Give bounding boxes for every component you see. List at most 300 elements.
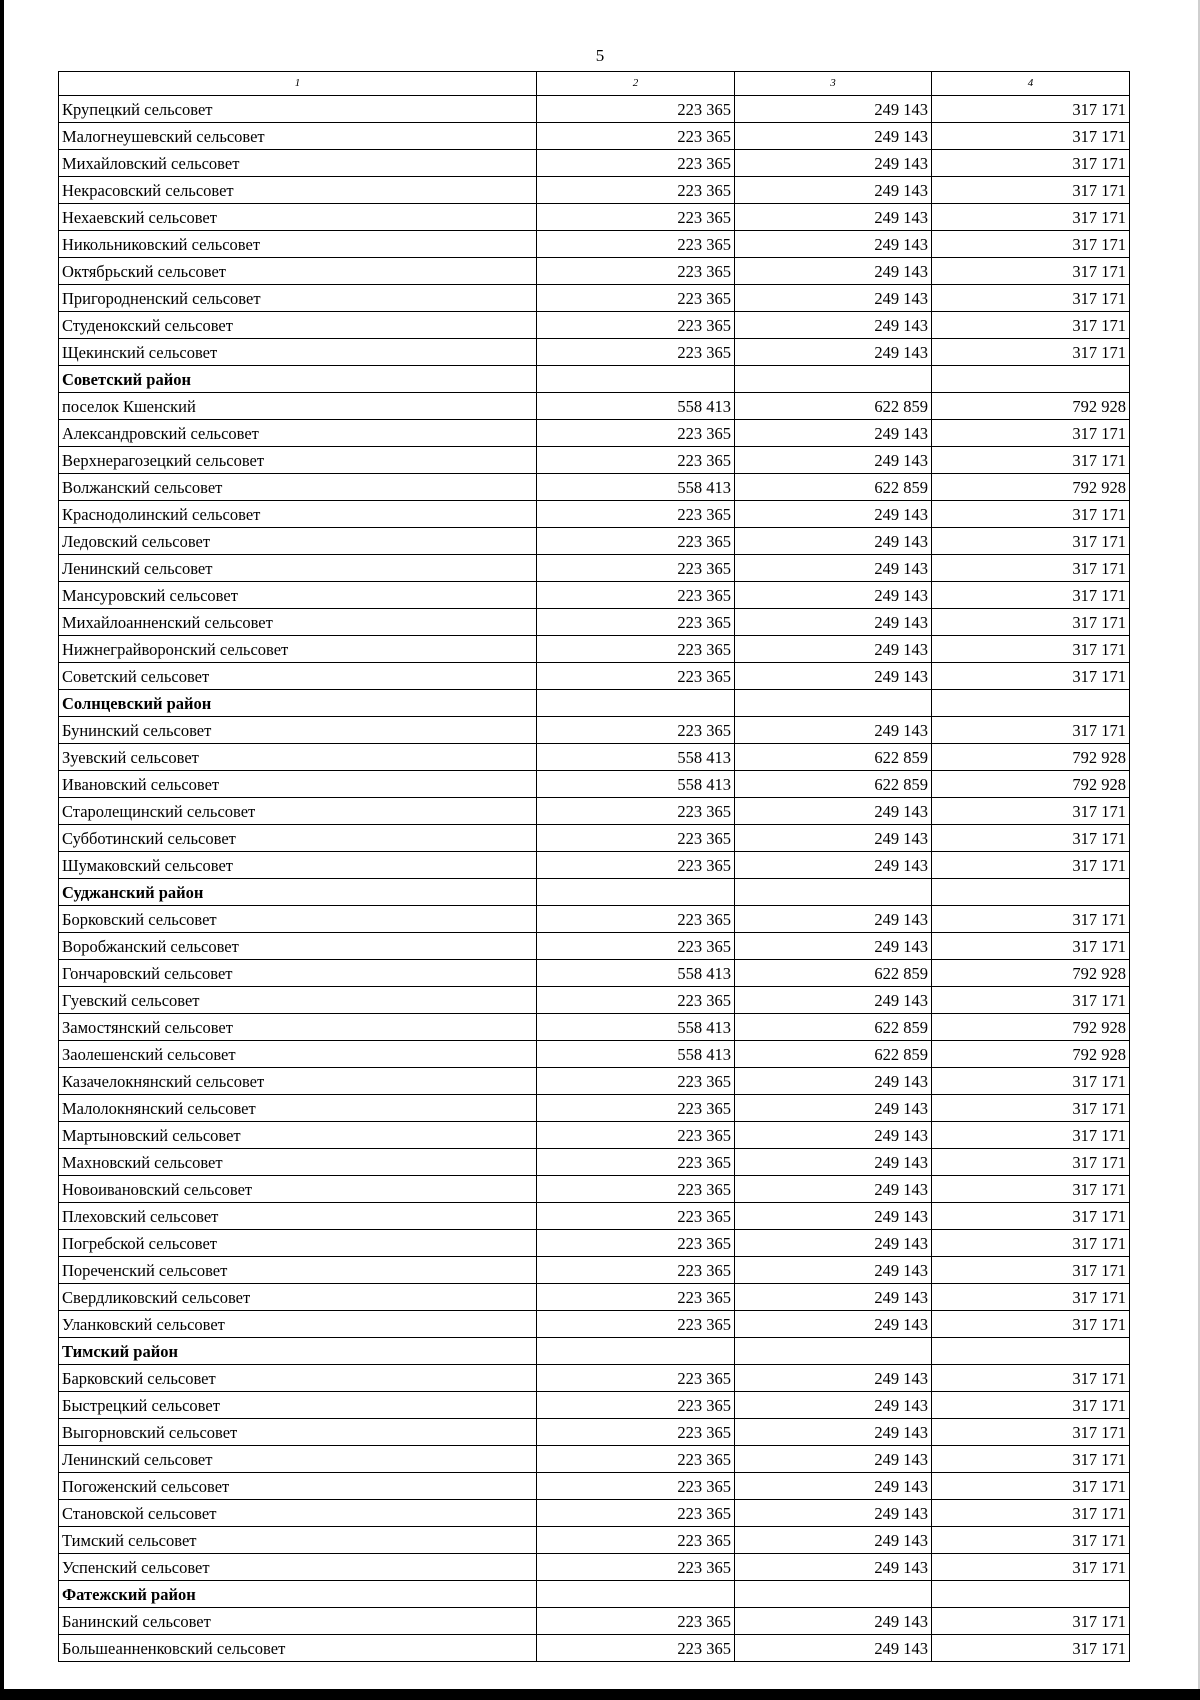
value-cell-col3: 249 143 (735, 1446, 932, 1473)
table-row (59, 96, 1130, 123)
value-cell-col3 (735, 366, 932, 393)
value-cell-col3: 249 143 (735, 1257, 932, 1284)
value-cell-col4: 317 171 (932, 1635, 1130, 1662)
value-cell-col2: 223 365 (537, 582, 735, 609)
value-cell-col4: 317 171 (932, 1203, 1130, 1230)
municipality-name-cell: Замостянский сельсовет (59, 1014, 537, 1041)
table-row (59, 582, 1130, 609)
table-row (59, 1284, 1130, 1311)
value-cell-col2: 223 365 (537, 1554, 735, 1581)
municipality-name-cell: Никольниковский сельсовет (59, 231, 537, 258)
value-cell-col2: 223 365 (537, 906, 735, 933)
value-cell-col3: 249 143 (735, 312, 932, 339)
table-row (59, 285, 1130, 312)
value-cell-col3: 249 143 (735, 150, 932, 177)
value-cell-col2: 223 365 (537, 1176, 735, 1203)
value-cell-col3: 249 143 (735, 582, 932, 609)
value-cell-col2: 223 365 (537, 1446, 735, 1473)
value-cell-col4: 317 171 (932, 582, 1130, 609)
municipality-name-cell: Мартыновский сельсовет (59, 1122, 537, 1149)
municipality-name-cell: Заолешенский сельсовет (59, 1041, 537, 1068)
value-cell-col2: 223 365 (537, 204, 735, 231)
value-cell-col4: 792 928 (932, 960, 1130, 987)
value-cell-col3: 249 143 (735, 852, 932, 879)
municipality-name-cell: Малолокнянский сельсовет (59, 1095, 537, 1122)
value-cell-col2: 558 413 (537, 1041, 735, 1068)
table-row (59, 852, 1130, 879)
value-cell-col3: 249 143 (735, 1203, 932, 1230)
table-row (59, 798, 1130, 825)
value-cell-col3: 249 143 (735, 528, 932, 555)
value-cell-col4: 317 171 (932, 123, 1130, 150)
value-cell-col4: 792 928 (932, 771, 1130, 798)
municipality-name-cell: поселок Кшенский (59, 393, 537, 420)
value-cell-col3: 249 143 (735, 1473, 932, 1500)
value-cell-col3: 249 143 (735, 1284, 932, 1311)
municipality-name-cell: Мансуровский сельсовет (59, 582, 537, 609)
municipality-name-cell: Становской сельсовет (59, 1500, 537, 1527)
value-cell-col4: 317 171 (932, 1095, 1130, 1122)
table-row (59, 555, 1130, 582)
value-cell-col3: 622 859 (735, 744, 932, 771)
municipality-name-cell: Михайлоанненский сельсовет (59, 609, 537, 636)
value-cell-col4 (932, 1338, 1130, 1365)
table-row (59, 1257, 1130, 1284)
municipality-name-cell: Уланковский сельсовет (59, 1311, 537, 1338)
value-cell-col4: 317 171 (932, 987, 1130, 1014)
value-cell-col2 (537, 366, 735, 393)
value-cell-col2: 223 365 (537, 96, 735, 123)
value-cell-col3: 249 143 (735, 663, 932, 690)
municipality-name-cell: Шумаковский сельсовет (59, 852, 537, 879)
municipality-name-cell: Верхнерагозецкий сельсовет (59, 447, 537, 474)
municipality-name-cell: Краснодолинский сельсовет (59, 501, 537, 528)
column-number-3: 3 (735, 72, 932, 96)
table-row (59, 393, 1130, 420)
table-row (59, 1311, 1130, 1338)
table-row (59, 177, 1130, 204)
value-cell-col3: 249 143 (735, 1149, 932, 1176)
value-cell-col4: 317 171 (932, 447, 1130, 474)
table-row (59, 1554, 1130, 1581)
table-row (59, 1122, 1130, 1149)
municipality-name-cell: Плеховский сельсовет (59, 1203, 537, 1230)
district-header-row (59, 879, 1130, 906)
value-cell-col2: 223 365 (537, 1527, 735, 1554)
municipality-name-cell: Ивановский сельсовет (59, 771, 537, 798)
value-cell-col2: 223 365 (537, 528, 735, 555)
value-cell-col2: 223 365 (537, 798, 735, 825)
municipality-name-cell: Советский район (59, 366, 537, 393)
value-cell-col4: 317 171 (932, 150, 1130, 177)
table-row (59, 1419, 1130, 1446)
value-cell-col4: 792 928 (932, 744, 1130, 771)
value-cell-col4: 317 171 (932, 933, 1130, 960)
value-cell-col4 (932, 366, 1130, 393)
value-cell-col3 (735, 690, 932, 717)
value-cell-col4 (932, 1581, 1130, 1608)
municipality-name-cell: Щекинский сельсовет (59, 339, 537, 366)
municipality-name-cell: Студенокский сельсовет (59, 312, 537, 339)
municipality-name-cell: Быстрецкий сельсовет (59, 1392, 537, 1419)
value-cell-col2: 223 365 (537, 177, 735, 204)
value-cell-col3: 249 143 (735, 555, 932, 582)
scan-edge-left (0, 0, 4, 1700)
value-cell-col3: 249 143 (735, 1230, 932, 1257)
table-row (59, 123, 1130, 150)
value-cell-col4: 317 171 (932, 312, 1130, 339)
value-cell-col4: 317 171 (932, 906, 1130, 933)
table-row (59, 339, 1130, 366)
table-row (59, 1608, 1130, 1635)
municipality-name-cell: Старолещинский сельсовет (59, 798, 537, 825)
value-cell-col2 (537, 1581, 735, 1608)
value-cell-col3: 249 143 (735, 1176, 932, 1203)
municipality-name-cell: Малогнеушевский сельсовет (59, 123, 537, 150)
value-cell-col2: 223 365 (537, 1122, 735, 1149)
municipality-name-cell: Пореченский сельсовет (59, 1257, 537, 1284)
value-cell-col3 (735, 879, 932, 906)
value-cell-col4: 317 171 (932, 852, 1130, 879)
municipality-name-cell: Суджанский район (59, 879, 537, 906)
column-number-row (59, 72, 1130, 96)
value-cell-col3: 249 143 (735, 1608, 932, 1635)
value-cell-col2: 223 365 (537, 1203, 735, 1230)
value-cell-col4: 317 171 (932, 825, 1130, 852)
value-cell-col2: 223 365 (537, 609, 735, 636)
column-number-4: 4 (932, 72, 1130, 96)
value-cell-col2: 558 413 (537, 393, 735, 420)
table-row (59, 1473, 1130, 1500)
value-cell-col3: 249 143 (735, 1392, 932, 1419)
district-header-row (59, 1581, 1130, 1608)
value-cell-col2: 223 365 (537, 1419, 735, 1446)
municipality-name-cell: Большеанненковский сельсовет (59, 1635, 537, 1662)
value-cell-col3: 249 143 (735, 1554, 932, 1581)
table-row (59, 204, 1130, 231)
municipality-name-cell: Пригородненский сельсовет (59, 285, 537, 312)
municipality-name-cell: Погребской сельсовет (59, 1230, 537, 1257)
column-number-1: 1 (59, 72, 537, 96)
value-cell-col3: 249 143 (735, 231, 932, 258)
value-cell-col2: 223 365 (537, 852, 735, 879)
municipality-name-cell: Фатежский район (59, 1581, 537, 1608)
municipality-name-cell: Тимский район (59, 1338, 537, 1365)
municipality-name-cell: Волжанский сельсовет (59, 474, 537, 501)
value-cell-col4: 317 171 (932, 96, 1130, 123)
value-cell-col2: 223 365 (537, 933, 735, 960)
municipality-name-cell: Ленинский сельсовет (59, 1446, 537, 1473)
value-cell-col4: 792 928 (932, 474, 1130, 501)
municipality-name-cell: Солнцевский район (59, 690, 537, 717)
municipality-name-cell: Казачелокнянский сельсовет (59, 1068, 537, 1095)
municipality-name-cell: Гончаровский сельсовет (59, 960, 537, 987)
value-cell-col3: 249 143 (735, 717, 932, 744)
value-cell-col2: 558 413 (537, 1014, 735, 1041)
municipality-name-cell: Гуевский сельсовет (59, 987, 537, 1014)
district-header-row (59, 1338, 1130, 1365)
value-cell-col2: 223 365 (537, 663, 735, 690)
value-cell-col4: 317 171 (932, 1284, 1130, 1311)
municipality-name-cell: Тимский сельсовет (59, 1527, 537, 1554)
value-cell-col4: 317 171 (932, 1419, 1130, 1446)
value-cell-col3: 622 859 (735, 474, 932, 501)
value-cell-col3: 622 859 (735, 393, 932, 420)
municipality-name-cell: Банинский сельсовет (59, 1608, 537, 1635)
value-cell-col4 (932, 690, 1130, 717)
table-row (59, 447, 1130, 474)
municipality-name-cell: Александровский сельсовет (59, 420, 537, 447)
table-row (59, 1068, 1130, 1095)
value-cell-col2: 558 413 (537, 474, 735, 501)
value-cell-col3 (735, 1581, 932, 1608)
value-cell-col3: 249 143 (735, 933, 932, 960)
value-cell-col2: 558 413 (537, 960, 735, 987)
value-cell-col2: 223 365 (537, 1500, 735, 1527)
table-row (59, 150, 1130, 177)
table-row (59, 312, 1130, 339)
value-cell-col4: 317 171 (932, 1149, 1130, 1176)
municipality-name-cell: Субботинский сельсовет (59, 825, 537, 852)
column-number-2: 2 (537, 72, 735, 96)
value-cell-col2: 223 365 (537, 312, 735, 339)
value-cell-col2 (537, 879, 735, 906)
value-cell-col2: 223 365 (537, 1284, 735, 1311)
value-cell-col4: 317 171 (932, 1365, 1130, 1392)
value-cell-col2: 223 365 (537, 447, 735, 474)
municipality-name-cell: Погоженский сельсовет (59, 1473, 537, 1500)
value-cell-col2: 223 365 (537, 1635, 735, 1662)
municipality-name-cell: Михайловский сельсовет (59, 150, 537, 177)
value-cell-col2: 223 365 (537, 150, 735, 177)
municipality-name-cell: Крупецкий сельсовет (59, 96, 537, 123)
value-cell-col3: 249 143 (735, 1365, 932, 1392)
value-cell-col4: 317 171 (932, 1554, 1130, 1581)
municipality-name-cell: Ленинский сельсовет (59, 555, 537, 582)
value-cell-col2: 223 365 (537, 1149, 735, 1176)
table-row (59, 771, 1130, 798)
value-cell-col4: 317 171 (932, 1446, 1130, 1473)
value-cell-col4: 317 171 (932, 1392, 1130, 1419)
value-cell-col3: 249 143 (735, 609, 932, 636)
municipality-name-cell: Бунинский сельсовет (59, 717, 537, 744)
value-cell-col2: 223 365 (537, 1608, 735, 1635)
table-row (59, 258, 1130, 285)
value-cell-col2: 223 365 (537, 258, 735, 285)
table-row (59, 231, 1130, 258)
value-cell-col4: 317 171 (932, 609, 1130, 636)
value-cell-col4: 317 171 (932, 285, 1130, 312)
value-cell-col4: 792 928 (932, 393, 1130, 420)
table-row (59, 1446, 1130, 1473)
value-cell-col4 (932, 879, 1130, 906)
value-cell-col4: 317 171 (932, 1230, 1130, 1257)
value-cell-col3: 249 143 (735, 636, 932, 663)
value-cell-col3: 249 143 (735, 123, 932, 150)
municipality-name-cell: Успенский сельсовет (59, 1554, 537, 1581)
value-cell-col4: 317 171 (932, 1176, 1130, 1203)
value-cell-col2: 223 365 (537, 1473, 735, 1500)
table-row (59, 1365, 1130, 1392)
value-cell-col4: 792 928 (932, 1014, 1130, 1041)
value-cell-col2: 223 365 (537, 1365, 735, 1392)
municipality-name-cell: Советский сельсовет (59, 663, 537, 690)
municipality-name-cell: Выгорновский сельсовет (59, 1419, 537, 1446)
table-row (59, 474, 1130, 501)
municipality-name-cell: Нижнеграйворонский сельсовет (59, 636, 537, 663)
municipality-name-cell: Борковский сельсовет (59, 906, 537, 933)
district-header-row (59, 690, 1130, 717)
value-cell-col3: 249 143 (735, 447, 932, 474)
table-row (59, 1014, 1130, 1041)
value-cell-col2: 223 365 (537, 420, 735, 447)
value-cell-col3: 249 143 (735, 204, 932, 231)
table-row (59, 1635, 1130, 1662)
value-cell-col4: 317 171 (932, 339, 1130, 366)
value-cell-col3: 249 143 (735, 1068, 932, 1095)
value-cell-col4: 317 171 (932, 1122, 1130, 1149)
scan-edge-bottom (0, 1689, 1200, 1700)
value-cell-col3: 622 859 (735, 1041, 932, 1068)
table-row (59, 609, 1130, 636)
municipality-name-cell: Зуевский сельсовет (59, 744, 537, 771)
value-cell-col2: 223 365 (537, 1068, 735, 1095)
value-cell-col3: 622 859 (735, 771, 932, 798)
value-cell-col2: 223 365 (537, 1392, 735, 1419)
value-cell-col4: 317 171 (932, 1257, 1130, 1284)
value-cell-col4: 317 171 (932, 1608, 1130, 1635)
table-row (59, 1203, 1130, 1230)
table-row (59, 933, 1130, 960)
municipality-name-cell: Новоивановский сельсовет (59, 1176, 537, 1203)
value-cell-col3: 249 143 (735, 96, 932, 123)
table-row (59, 744, 1130, 771)
value-cell-col3: 249 143 (735, 339, 932, 366)
value-cell-col4: 317 171 (932, 501, 1130, 528)
table-row (59, 1149, 1130, 1176)
value-cell-col4: 317 171 (932, 1311, 1130, 1338)
value-cell-col3: 249 143 (735, 285, 932, 312)
value-cell-col3: 249 143 (735, 1311, 932, 1338)
value-cell-col3: 249 143 (735, 798, 932, 825)
value-cell-col4: 317 171 (932, 663, 1130, 690)
value-cell-col2: 223 365 (537, 339, 735, 366)
municipality-name-cell: Барковский сельсовет (59, 1365, 537, 1392)
municipality-name-cell: Нехаевский сельсовет (59, 204, 537, 231)
value-cell-col2: 558 413 (537, 744, 735, 771)
value-cell-col4: 317 171 (932, 1473, 1130, 1500)
table-row (59, 636, 1130, 663)
value-cell-col2: 223 365 (537, 1311, 735, 1338)
value-cell-col4: 317 171 (932, 528, 1130, 555)
value-cell-col4: 317 171 (932, 555, 1130, 582)
value-cell-col3: 249 143 (735, 1527, 932, 1554)
value-cell-col3: 249 143 (735, 1095, 932, 1122)
value-cell-col3: 249 143 (735, 1500, 932, 1527)
municipality-name-cell: Октябрьский сельсовет (59, 258, 537, 285)
value-cell-col4: 317 171 (932, 717, 1130, 744)
value-cell-col2: 223 365 (537, 1257, 735, 1284)
value-cell-col4: 317 171 (932, 258, 1130, 285)
value-cell-col3: 249 143 (735, 1419, 932, 1446)
value-cell-col4: 317 171 (932, 1527, 1130, 1554)
value-cell-col2: 558 413 (537, 771, 735, 798)
table-row (59, 501, 1130, 528)
table-row (59, 663, 1130, 690)
value-cell-col3: 249 143 (735, 1122, 932, 1149)
table-row (59, 420, 1130, 447)
value-cell-col3: 249 143 (735, 1635, 932, 1662)
table-row (59, 1095, 1130, 1122)
municipality-name-cell: Воробжанский сельсовет (59, 933, 537, 960)
page-number: 5 (595, 46, 605, 65)
table-row (59, 1500, 1130, 1527)
value-cell-col2 (537, 1338, 735, 1365)
municipality-name-cell: Свердликовский сельсовет (59, 1284, 537, 1311)
table-row (59, 717, 1130, 744)
table-row (59, 528, 1130, 555)
value-cell-col2 (537, 690, 735, 717)
value-cell-col3: 249 143 (735, 420, 932, 447)
table-row (59, 1176, 1130, 1203)
value-cell-col4: 317 171 (932, 636, 1130, 663)
value-cell-col3: 249 143 (735, 825, 932, 852)
value-cell-col4: 317 171 (932, 1500, 1130, 1527)
value-cell-col3: 249 143 (735, 501, 932, 528)
table-row (59, 1392, 1130, 1419)
value-cell-col2: 223 365 (537, 285, 735, 312)
municipality-name-cell: Махновский сельсовет (59, 1149, 537, 1176)
value-cell-col4: 317 171 (932, 204, 1130, 231)
value-cell-col2: 223 365 (537, 1095, 735, 1122)
value-cell-col4: 317 171 (932, 231, 1130, 258)
value-cell-col2: 223 365 (537, 825, 735, 852)
table-row (59, 960, 1130, 987)
allocation-table (58, 71, 1130, 1662)
value-cell-col2: 223 365 (537, 555, 735, 582)
value-cell-col4: 317 171 (932, 177, 1130, 204)
value-cell-col2: 223 365 (537, 717, 735, 744)
value-cell-col3 (735, 1338, 932, 1365)
table-body (59, 96, 1130, 1662)
value-cell-col2: 223 365 (537, 987, 735, 1014)
value-cell-col2: 223 365 (537, 636, 735, 663)
value-cell-col3: 249 143 (735, 987, 932, 1014)
municipality-name-cell: Некрасовский сельсовет (59, 177, 537, 204)
table-row (59, 1041, 1130, 1068)
value-cell-col4: 792 928 (932, 1041, 1130, 1068)
value-cell-col2: 223 365 (537, 501, 735, 528)
value-cell-col3: 622 859 (735, 960, 932, 987)
table-row (59, 987, 1130, 1014)
table-row (59, 1230, 1130, 1257)
value-cell-col4: 317 171 (932, 420, 1130, 447)
value-cell-col2: 223 365 (537, 231, 735, 258)
table-row (59, 906, 1130, 933)
value-cell-col2: 223 365 (537, 123, 735, 150)
table-row (59, 825, 1130, 852)
value-cell-col4: 317 171 (932, 1068, 1130, 1095)
value-cell-col4: 317 171 (932, 798, 1130, 825)
value-cell-col3: 249 143 (735, 258, 932, 285)
value-cell-col2: 223 365 (537, 1230, 735, 1257)
district-header-row (59, 366, 1130, 393)
table-row (59, 1527, 1130, 1554)
value-cell-col3: 622 859 (735, 1014, 932, 1041)
value-cell-col3: 249 143 (735, 906, 932, 933)
municipality-name-cell: Ледовский сельсовет (59, 528, 537, 555)
value-cell-col3: 249 143 (735, 177, 932, 204)
